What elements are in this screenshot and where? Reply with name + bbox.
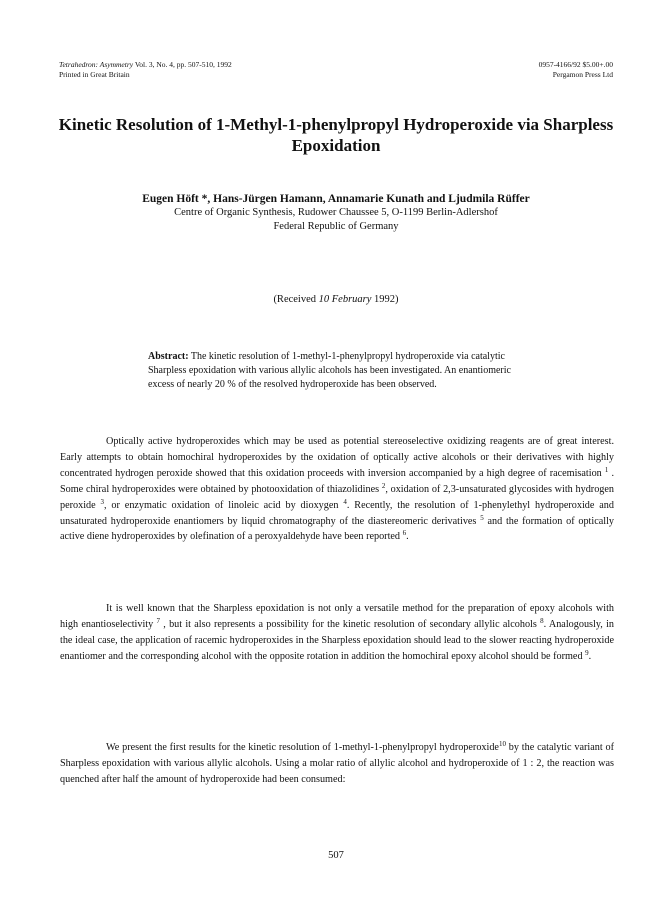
reference-9: 9	[585, 648, 589, 657]
received-date: (Received 10 February 1992)	[273, 294, 399, 305]
reference-10: 10	[498, 740, 506, 748]
affiliation-line-2: Federal Republic of Germany	[273, 221, 399, 232]
body-paragraph-3: We present the first results for the kinetic resolution of 1-methyl-1-phenylpropyl hydroperoxide$^{10}$ by the catalytic variant of Sharpless epoxidation with various allylic alcohols. Using a molar ratio of allylic alcohol and hydroperoxide of 1 : 2, the reaction was quenched after half the amount of hydroperoxide had been consumed:	[60, 740, 614, 785]
paper-title: Kinetic Resolution of 1-Methyl-1-phenylpropyl Hydroperoxide via Sharpless Epoxidation	[58, 115, 614, 155]
issn-price: 0957-4166/92 $5.00+.00	[538, 60, 613, 69]
body-paragraph-1: Optically active hydroperoxides which may be used as potential stereoselective oxidizing reagents are of great interest. Early attempts to obtain homochiral hydroperoxides by the oxidation of optically active alcohols or their derivatives with highly concentrated hydrogen peroxide showed that this oxidation proceeds with inversion accompanied by a high degree of racemisation $^1$ . Some chiral hydroperoxides were obtained by photooxidation of thiazolidines $^2$, oxidation of 2,3-unsaturated glycosides with hydrogen peroxide $^3$, or enzymatic oxidation of linoleic acid by dioxygen $^4$. Recently, the resolution of 1-phenylethyl hydroperoxide and unsaturated hydroperoxide enantiomers by liquid chromatography of the diastereomeric derivatives $^5$ and the formation of optically active diene hydroperoxides by olefination of a peroxyaldehyde have been reported $^6$.	[60, 436, 615, 543]
abstract	[148, 350, 536, 392]
affiliation	[40, 206, 632, 234]
body-paragraph-2: It is well known that the Sharpless epoxidation is not only a versatile method for the preparation of epoxy alcohols with high enantioselectivity $^7$ , but it also represents a possibility for the kinetic resolution of secondary allylic alcohols $^8$. Analogously, in the ideal case, the application of racemic hydroperoxides in the Sharpless epoxidation should lead to the slower reacting hydroperoxide enantiomer and the corresponding alcohol with the opposite rotation in addition the homochiral epoxy alcohol should be formed $^9$.	[60, 603, 614, 662]
reference-4: 4	[343, 497, 347, 506]
reference-1: 1	[604, 465, 609, 474]
abstract-label: Abstract:	[148, 351, 189, 362]
reference-3: 3	[100, 497, 105, 506]
journal-citation: Tetrahedron: Asymmetry Vol. 3, No. 4, pp. 507-510, 1992	[59, 60, 232, 69]
running-header-right	[539, 60, 613, 80]
author-list: Eugen Höft *, Hans-Jürgen Hamann, Annamarie Kunath and Ljudmila Rüffer	[142, 193, 530, 205]
journal-name: Tetrahedron: Asymmetry	[59, 60, 134, 69]
reference-8: 8	[540, 616, 544, 625]
reference-5: 5	[480, 513, 484, 522]
page-number: 507	[328, 850, 344, 861]
abstract-text: The kinetic resolution of 1-methyl-1-phenylpropyl hydroperoxide via catalytic Sharpless epoxidation with various allylic alcohols has been investigated. An enantiomeric excess of nearly 20 % of the resolved hydroperoxide has been observed.	[148, 351, 511, 390]
printed-in: Printed in Great Britain	[59, 70, 130, 79]
publisher: Pergamon Press Ltd	[552, 70, 613, 79]
reference-7: 7	[156, 616, 160, 625]
running-header-left	[59, 60, 232, 80]
affiliation-line-1: Centre of Organic Synthesis, Rudower Chaussee 5, O-1199 Berlin-Adlershof	[174, 207, 498, 218]
reference-2: 2	[381, 481, 386, 490]
reference-6: 6	[402, 529, 407, 538]
